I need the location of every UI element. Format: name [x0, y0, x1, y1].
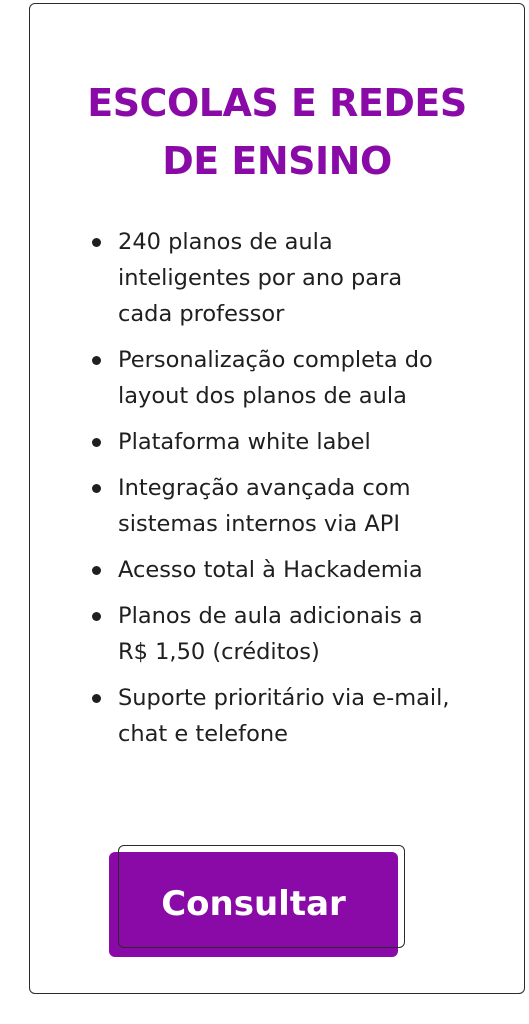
feature-text-line: chat e telefone — [118, 721, 288, 747]
consult-button[interactable]: Consultar — [109, 852, 398, 957]
feature-text-line: R$ 1,50 (créditos) — [118, 639, 320, 665]
feature-text-line: Acesso total à Hackademia — [118, 557, 423, 583]
feature-item — [86, 470, 526, 542]
feature-list — [86, 224, 526, 762]
feature-text-line: layout dos planos de aula — [118, 383, 407, 409]
plan-title-line-1: ESCOLAS E REDES — [87, 81, 467, 125]
feature-text-line: Suporte prioritário via e-mail, — [118, 685, 450, 711]
feature-text-line: Personalização completa do — [118, 347, 433, 373]
feature-item — [86, 680, 526, 752]
plan-title-line-2: DE ENSINO — [162, 139, 392, 183]
plan-title — [30, 74, 524, 190]
feature-item — [86, 224, 526, 332]
feature-text-line: cada professor — [118, 301, 285, 327]
feature-item — [86, 598, 526, 670]
feature-item — [86, 424, 526, 460]
pricing-plan-card — [29, 3, 525, 994]
feature-text-line: Integração avançada com — [118, 475, 411, 501]
feature-text-line: Plataforma white label — [118, 429, 371, 455]
feature-text-line: 240 planos de aula — [118, 229, 333, 255]
feature-text-line: inteligentes por ano para — [118, 265, 403, 291]
feature-text-line: Planos de aula adicionais a — [118, 603, 423, 629]
feature-item — [86, 552, 526, 588]
feature-text-line: sistemas internos via API — [118, 511, 400, 537]
feature-item — [86, 342, 526, 414]
